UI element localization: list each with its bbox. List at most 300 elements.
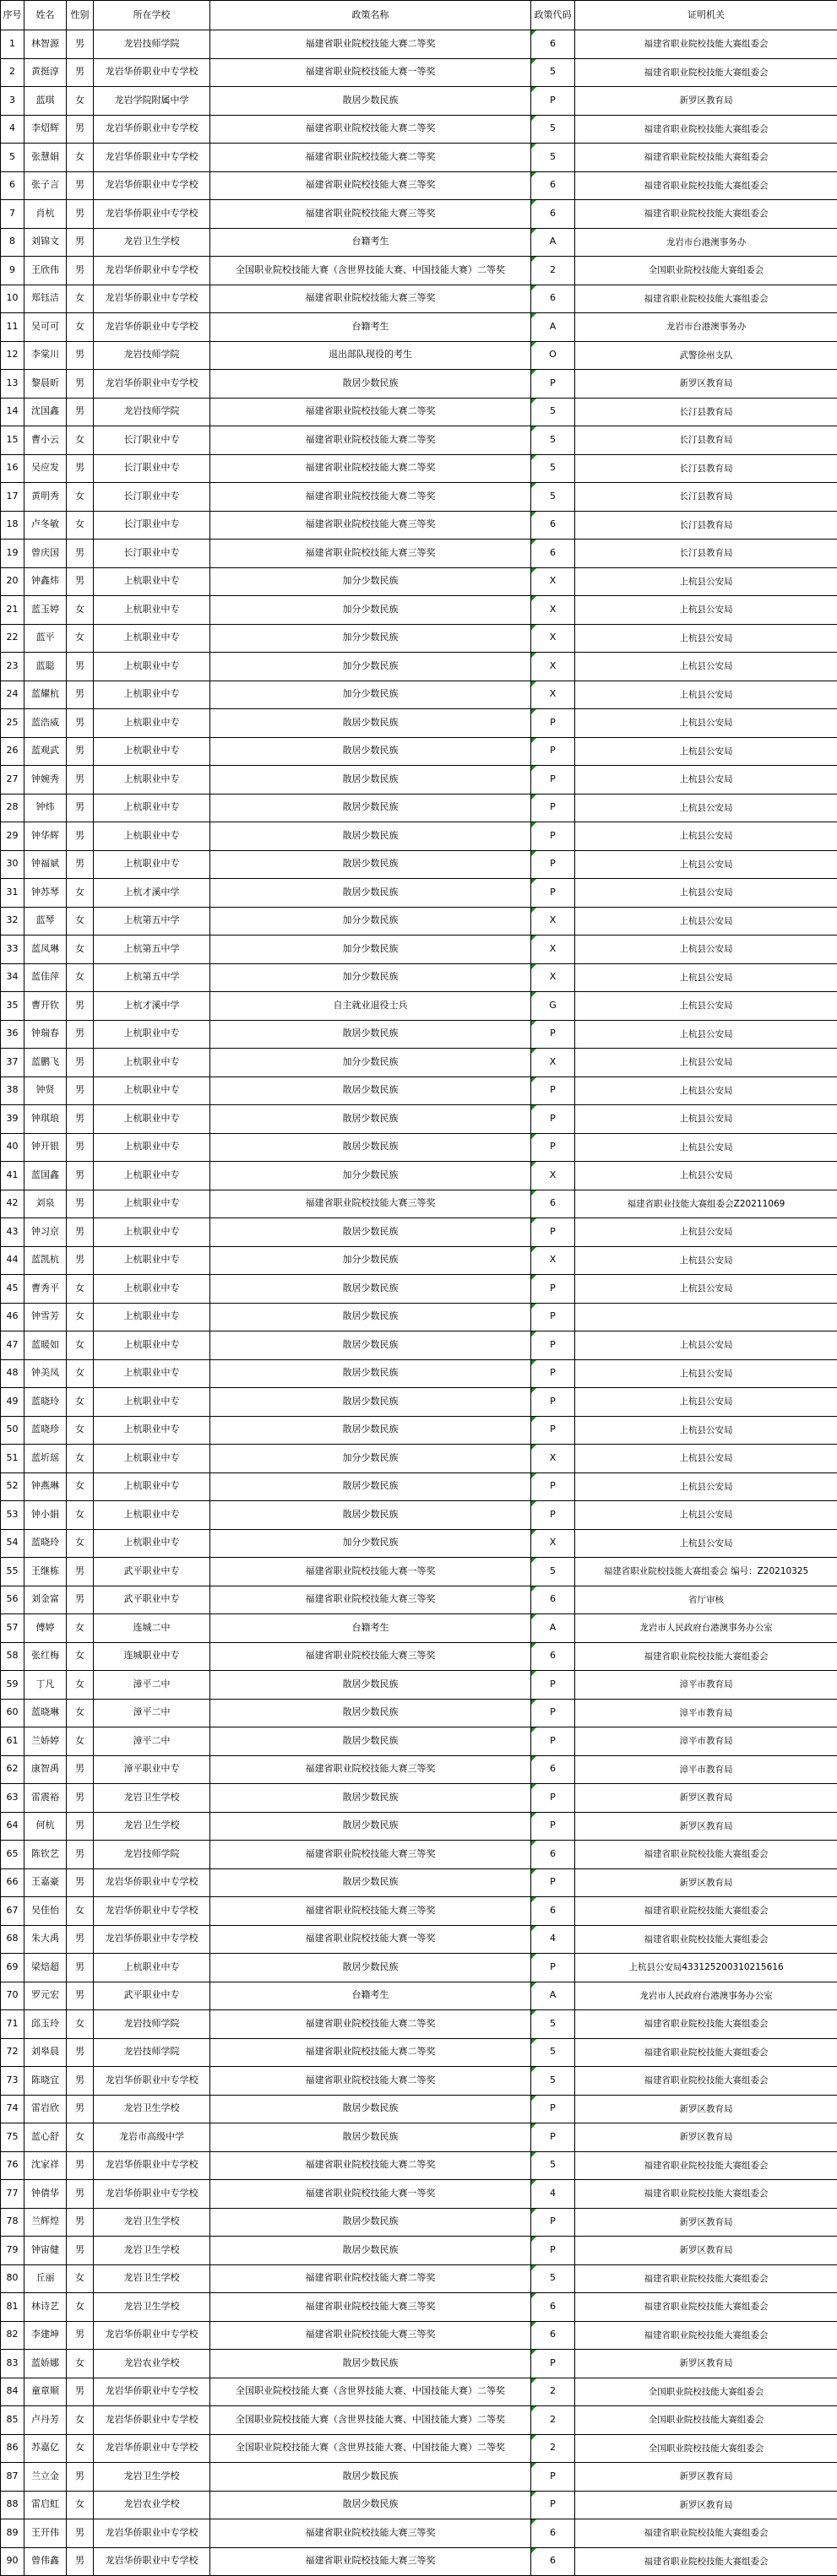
cell-policy-name[interactable]: 加分少数民族 xyxy=(210,907,531,935)
cell-school[interactable]: 龙岩农业学校 xyxy=(94,2491,210,2519)
cell-policy-code[interactable] xyxy=(531,1841,575,1869)
cell-index[interactable]: 71 xyxy=(1,2010,24,2039)
table-row[interactable] xyxy=(1,2293,837,2322)
cell-certifier[interactable]: 上杭县公安局 xyxy=(575,822,837,851)
cell-policy-code[interactable] xyxy=(531,1614,575,1643)
cell-name[interactable]: 黎晨昕 xyxy=(24,370,67,399)
cell-gender[interactable]: 男 xyxy=(67,766,94,794)
cell-certifier[interactable]: 上杭县公安局 xyxy=(575,1049,837,1077)
cell-name[interactable]: 蓝鹏飞 xyxy=(24,1049,67,1077)
cell-index[interactable]: 35 xyxy=(1,992,24,1021)
cell-name[interactable]: 刘皋晨 xyxy=(24,2038,67,2067)
cell-policy-name[interactable]: 全国职业院校技能大赛（含世界技能大赛、中国技能大赛）二等奖 xyxy=(210,2378,531,2406)
cell-name[interactable]: 李炤辉 xyxy=(24,115,67,144)
cell-certifier[interactable]: 新罗区教育局 xyxy=(575,1812,837,1841)
cell-policy-name[interactable]: 散居少数民族 xyxy=(210,1868,531,1897)
cell-school[interactable]: 龙岩华侨职业中专学校 xyxy=(94,2067,210,2096)
cell-gender[interactable]: 男 xyxy=(67,1558,94,1586)
cell-gender[interactable]: 男 xyxy=(67,2151,94,2180)
cell-name[interactable]: 钟贤 xyxy=(24,1076,67,1105)
cell-certifier[interactable]: 上杭县公安局 xyxy=(575,766,837,794)
cell-certifier[interactable]: 全国职业院校技能大赛组委会 xyxy=(575,2434,837,2463)
cell-school[interactable]: 龙岩华侨职业中专学校 xyxy=(94,2151,210,2180)
cell-gender[interactable]: 男 xyxy=(67,2519,94,2548)
cell-gender[interactable]: 男 xyxy=(67,454,94,483)
cell-index[interactable]: 76 xyxy=(1,2151,24,2180)
cell-policy-name[interactable]: 加分少数民族 xyxy=(210,653,531,681)
cell-policy-code[interactable] xyxy=(531,2547,575,2576)
cell-policy-name[interactable]: 台籍考生 xyxy=(210,1614,531,1643)
cell-school[interactable]: 龙岩市高级中学 xyxy=(94,2123,210,2152)
table-row[interactable] xyxy=(1,115,837,144)
table-row[interactable] xyxy=(1,596,837,625)
cell-policy-name[interactable]: 散居少数民族 xyxy=(210,1133,531,1162)
cell-name[interactable]: 康智禹 xyxy=(24,1755,67,1784)
cell-gender[interactable]: 男 xyxy=(67,567,94,596)
cell-index[interactable]: 12 xyxy=(1,341,24,370)
cell-policy-name[interactable]: 散居少数民族 xyxy=(210,1331,531,1360)
cell-index[interactable]: 3 xyxy=(1,87,24,116)
table-row[interactable] xyxy=(1,2519,837,2548)
cell-index[interactable]: 8 xyxy=(1,228,24,257)
cell-gender[interactable]: 男 xyxy=(67,1868,94,1897)
cell-policy-name[interactable]: 福建省职业院校技能大赛三等奖 xyxy=(210,1642,531,1671)
cell-certifier[interactable]: 福建省职业技能大赛组委会Z20211069 xyxy=(575,1190,837,1218)
cell-school[interactable]: 上杭职业中专 xyxy=(94,1275,210,1304)
cell-school[interactable]: 龙岩华侨职业中专学校 xyxy=(94,58,210,87)
cell-certifier[interactable]: 上杭县公安局 xyxy=(575,567,837,596)
cell-school[interactable]: 上杭职业中专 xyxy=(94,1416,210,1445)
cell-index[interactable]: 19 xyxy=(1,540,24,568)
cell-policy-code[interactable] xyxy=(531,1954,575,1982)
cell-school[interactable]: 龙岩华侨职业中专学校 xyxy=(94,2180,210,2209)
cell-gender[interactable]: 男 xyxy=(67,341,94,370)
cell-policy-name[interactable]: 福建省职业院校技能大赛二等奖 xyxy=(210,144,531,172)
cell-certifier[interactable]: 新罗区教育局 xyxy=(575,87,837,116)
cell-gender[interactable]: 男 xyxy=(67,1784,94,1813)
cell-school[interactable]: 上杭职业中专 xyxy=(94,794,210,822)
cell-index[interactable]: 53 xyxy=(1,1501,24,1530)
cell-gender[interactable]: 男 xyxy=(67,2463,94,2492)
table-row[interactable] xyxy=(1,709,837,738)
cell-policy-name[interactable]: 散居少数民族 xyxy=(210,737,531,766)
cell-policy-name[interactable]: 散居少数民族 xyxy=(210,2208,531,2237)
cell-school[interactable]: 上杭才溪中学 xyxy=(94,879,210,908)
cell-name[interactable]: 蓝佳萍 xyxy=(24,963,67,992)
table-row[interactable] xyxy=(1,2237,837,2265)
cell-certifier[interactable]: 新罗区教育局 xyxy=(575,2463,837,2492)
cell-name[interactable]: 王继栋 xyxy=(24,1558,67,1586)
cell-certifier[interactable]: 长汀县教育局 xyxy=(575,398,837,426)
cell-policy-code[interactable] xyxy=(531,58,575,87)
table-row[interactable] xyxy=(1,850,837,879)
cell-gender[interactable]: 女 xyxy=(67,1501,94,1530)
cell-policy-name[interactable]: 福建省职业院校技能大赛二等奖 xyxy=(210,115,531,144)
cell-policy-code[interactable] xyxy=(531,285,575,313)
cell-school[interactable]: 龙岩华侨职业中专学校 xyxy=(94,257,210,285)
cell-policy-code[interactable] xyxy=(531,1501,575,1530)
cell-name[interactable]: 蓝晓珍 xyxy=(24,1416,67,1445)
table-row[interactable] xyxy=(1,341,837,370)
cell-gender[interactable]: 女 xyxy=(67,2264,94,2293)
table-row[interactable] xyxy=(1,200,837,229)
cell-policy-name[interactable]: 加分少数民族 xyxy=(210,1162,531,1190)
cell-name[interactable]: 雷岩欣 xyxy=(24,2095,67,2123)
cell-policy-code[interactable] xyxy=(531,1445,575,1473)
cell-index[interactable]: 37 xyxy=(1,1049,24,1077)
cell-school[interactable]: 漳平二中 xyxy=(94,1699,210,1727)
cell-school[interactable]: 上杭职业中专 xyxy=(94,1218,210,1247)
cell-name[interactable]: 蓝暖如 xyxy=(24,1331,67,1360)
cell-policy-name[interactable]: 散居少数民族 xyxy=(210,1416,531,1445)
cell-certifier[interactable]: 上杭县公安局 xyxy=(575,653,837,681)
cell-policy-code[interactable] xyxy=(531,1897,575,1926)
cell-policy-name[interactable]: 福建省职业院校技能大赛二等奖 xyxy=(210,2010,531,2039)
cell-certifier[interactable]: 福建省职业院校技能大赛组委会 xyxy=(575,2293,837,2322)
cell-policy-name[interactable]: 退出部队现役的考生 xyxy=(210,341,531,370)
table-row[interactable] xyxy=(1,935,837,964)
cell-policy-code[interactable] xyxy=(531,2350,575,2378)
cell-name[interactable]: 何杭 xyxy=(24,1812,67,1841)
cell-index[interactable]: 66 xyxy=(1,1868,24,1897)
table-row[interactable] xyxy=(1,1642,837,1671)
cell-name[interactable]: 钟开银 xyxy=(24,1133,67,1162)
cell-school[interactable]: 龙岩卫生学校 xyxy=(94,228,210,257)
cell-index[interactable]: 11 xyxy=(1,313,24,342)
cell-school[interactable]: 上杭职业中专 xyxy=(94,737,210,766)
cell-certifier[interactable]: 新罗区教育局 xyxy=(575,2350,837,2378)
cell-name[interactable]: 蓝娇娜 xyxy=(24,2350,67,2378)
cell-gender[interactable]: 女 xyxy=(67,2406,94,2435)
cell-policy-code[interactable] xyxy=(531,653,575,681)
cell-name[interactable]: 钟福斌 xyxy=(24,850,67,879)
cell-policy-code[interactable] xyxy=(531,2378,575,2406)
cell-gender[interactable]: 女 xyxy=(67,285,94,313)
cell-certifier[interactable]: 上杭县公安局 xyxy=(575,963,837,992)
cell-policy-code[interactable] xyxy=(531,2434,575,2463)
cell-policy-name[interactable]: 福建省职业院校技能大赛二等奖 xyxy=(210,2038,531,2067)
cell-name[interactable]: 蓝晓玲 xyxy=(24,1529,67,1558)
cell-name[interactable]: 蓝平 xyxy=(24,624,67,653)
table-row[interactable] xyxy=(1,87,837,116)
cell-gender[interactable]: 女 xyxy=(67,1727,94,1756)
cell-school[interactable]: 龙岩学院附属中学 xyxy=(94,87,210,116)
cell-gender[interactable]: 女 xyxy=(67,1359,94,1388)
cell-index[interactable]: 85 xyxy=(1,2406,24,2435)
cell-name[interactable]: 兰娇婷 xyxy=(24,1727,67,1756)
cell-policy-name[interactable]: 散居少数民族 xyxy=(210,1388,531,1417)
cell-school[interactable]: 连城职业中专 xyxy=(94,1642,210,1671)
cell-index[interactable]: 29 xyxy=(1,822,24,851)
table-row[interactable] xyxy=(1,1472,837,1501)
cell-index[interactable]: 84 xyxy=(1,2378,24,2406)
cell-name[interactable]: 罗元宏 xyxy=(24,1982,67,2010)
table-row[interactable] xyxy=(1,58,837,87)
cell-gender[interactable]: 男 xyxy=(67,737,94,766)
table-row[interactable] xyxy=(1,737,837,766)
cell-school[interactable]: 上杭职业中专 xyxy=(94,1246,210,1275)
table-row[interactable] xyxy=(1,1416,837,1445)
cell-certifier[interactable]: 长汀县教育局 xyxy=(575,511,837,540)
cell-school[interactable]: 长汀职业中专 xyxy=(94,540,210,568)
cell-index[interactable]: 68 xyxy=(1,1925,24,1954)
cell-name[interactable]: 郑钰洁 xyxy=(24,285,67,313)
cell-gender[interactable]: 女 xyxy=(67,87,94,116)
table-row[interactable] xyxy=(1,2208,837,2237)
table-row[interactable] xyxy=(1,624,837,653)
cell-school[interactable]: 上杭职业中专 xyxy=(94,1162,210,1190)
cell-name[interactable]: 卢丹芳 xyxy=(24,2406,67,2435)
table-row[interactable] xyxy=(1,483,837,512)
cell-name[interactable]: 蓝浩威 xyxy=(24,709,67,738)
cell-gender[interactable]: 女 xyxy=(67,1472,94,1501)
cell-school[interactable]: 上杭职业中专 xyxy=(94,653,210,681)
cell-certifier[interactable]: 省厅审核 xyxy=(575,1586,837,1614)
cell-name[interactable]: 雷启虹 xyxy=(24,2491,67,2519)
table-row[interactable] xyxy=(1,285,837,313)
cell-policy-code[interactable] xyxy=(531,2406,575,2435)
cell-gender[interactable]: 男 xyxy=(67,2038,94,2067)
table-row[interactable] xyxy=(1,2491,837,2519)
table-row[interactable] xyxy=(1,2180,837,2209)
cell-policy-code[interactable] xyxy=(531,144,575,172)
cell-gender[interactable]: 男 xyxy=(67,1246,94,1275)
cell-name[interactable]: 钟炜 xyxy=(24,794,67,822)
cell-policy-code[interactable] xyxy=(531,1699,575,1727)
cell-policy-name[interactable]: 加分少数民族 xyxy=(210,624,531,653)
cell-school[interactable]: 龙岩华侨职业中专学校 xyxy=(94,2406,210,2435)
cell-policy-name[interactable]: 散居少数民族 xyxy=(210,1671,531,1700)
cell-index[interactable]: 21 xyxy=(1,596,24,625)
cell-policy-code[interactable] xyxy=(531,2038,575,2067)
cell-index[interactable]: 50 xyxy=(1,1416,24,1445)
cell-name[interactable]: 蓝心舒 xyxy=(24,2123,67,2152)
table-row[interactable] xyxy=(1,1755,837,1784)
table-row[interactable] xyxy=(1,1162,837,1190)
cell-policy-code[interactable] xyxy=(531,2067,575,2096)
cell-name[interactable]: 刘金富 xyxy=(24,1586,67,1614)
cell-index[interactable]: 40 xyxy=(1,1133,24,1162)
cell-index[interactable]: 17 xyxy=(1,483,24,512)
cell-policy-code[interactable] xyxy=(531,1784,575,1813)
cell-name[interactable]: 钟小娟 xyxy=(24,1501,67,1530)
cell-index[interactable]: 15 xyxy=(1,426,24,455)
cell-name[interactable]: 钟琪琅 xyxy=(24,1105,67,1134)
cell-certifier[interactable]: 上杭县公安局 xyxy=(575,850,837,879)
cell-policy-code[interactable] xyxy=(531,1472,575,1501)
cell-index[interactable]: 88 xyxy=(1,2491,24,2519)
cell-gender[interactable]: 男 xyxy=(67,228,94,257)
table-row[interactable] xyxy=(1,30,837,59)
cell-policy-code[interactable] xyxy=(531,398,575,426)
cell-certifier[interactable]: 上杭县公安局 xyxy=(575,1472,837,1501)
cell-certifier[interactable]: 福建省职业院校技能大赛组委会 xyxy=(575,2151,837,2180)
table-row[interactable] xyxy=(1,2067,837,2096)
cell-gender[interactable]: 女 xyxy=(67,2293,94,2322)
cell-name[interactable]: 王嘉豪 xyxy=(24,1868,67,1897)
cell-policy-code[interactable] xyxy=(531,511,575,540)
cell-certifier[interactable]: 龙岩市台港澳事务办 xyxy=(575,228,837,257)
cell-policy-code[interactable] xyxy=(531,1671,575,1700)
table-row[interactable] xyxy=(1,2264,837,2293)
cell-policy-name[interactable]: 福建省职业院校技能大赛三等奖 xyxy=(210,1190,531,1218)
cell-policy-code[interactable] xyxy=(531,1812,575,1841)
cell-certifier[interactable]: 龙岩市台港澳事务办 xyxy=(575,313,837,342)
cell-school[interactable]: 长汀职业中专 xyxy=(94,426,210,455)
cell-school[interactable]: 漳平职业中专 xyxy=(94,1755,210,1784)
cell-certifier[interactable]: 长汀县教育局 xyxy=(575,540,837,568)
cell-policy-name[interactable]: 福建省职业院校技能大赛一等奖 xyxy=(210,1925,531,1954)
cell-policy-code[interactable] xyxy=(531,766,575,794)
table-row[interactable] xyxy=(1,2321,837,2350)
cell-policy-name[interactable]: 散居少数民族 xyxy=(210,1727,531,1756)
cell-gender[interactable]: 男 xyxy=(67,115,94,144)
cell-index[interactable]: 22 xyxy=(1,624,24,653)
cell-school[interactable]: 龙岩华侨职业中专学校 xyxy=(94,1868,210,1897)
cell-policy-name[interactable]: 加分少数民族 xyxy=(210,1246,531,1275)
cell-school[interactable]: 龙岩华侨职业中专学校 xyxy=(94,115,210,144)
cell-school[interactable]: 龙岩华侨职业中专学校 xyxy=(94,144,210,172)
cell-gender[interactable]: 女 xyxy=(67,1529,94,1558)
cell-certifier[interactable]: 上杭县公安局 xyxy=(575,935,837,964)
cell-gender[interactable]: 男 xyxy=(67,1020,94,1049)
cell-school[interactable]: 龙岩技师学院 xyxy=(94,30,210,59)
cell-policy-code[interactable] xyxy=(531,794,575,822)
table-row[interactable] xyxy=(1,1218,837,1247)
cell-school[interactable]: 上杭职业中专 xyxy=(94,1501,210,1530)
cell-policy-code[interactable] xyxy=(531,850,575,879)
cell-index[interactable]: 42 xyxy=(1,1190,24,1218)
cell-policy-name[interactable]: 台籍考生 xyxy=(210,313,531,342)
cell-name[interactable]: 沈国鑫 xyxy=(24,398,67,426)
table-row[interactable] xyxy=(1,1954,837,1982)
cell-gender[interactable]: 男 xyxy=(67,30,94,59)
cell-gender[interactable]: 男 xyxy=(67,822,94,851)
cell-certifier[interactable]: 上杭县公安局 xyxy=(575,1445,837,1473)
cell-certifier[interactable]: 武警徐州支队 xyxy=(575,341,837,370)
cell-policy-code[interactable] xyxy=(531,596,575,625)
cell-index[interactable]: 46 xyxy=(1,1303,24,1331)
cell-gender[interactable]: 女 xyxy=(67,1699,94,1727)
cell-gender[interactable]: 男 xyxy=(67,1954,94,1982)
cell-gender[interactable]: 男 xyxy=(67,370,94,399)
cell-index[interactable]: 69 xyxy=(1,1954,24,1982)
table-row[interactable] xyxy=(1,2151,837,2180)
cell-name[interactable]: 蓝国鑫 xyxy=(24,1162,67,1190)
cell-index[interactable]: 32 xyxy=(1,907,24,935)
cell-policy-name[interactable]: 散居少数民族 xyxy=(210,709,531,738)
cell-gender[interactable]: 男 xyxy=(67,58,94,87)
table-row[interactable] xyxy=(1,1501,837,1530)
cell-index[interactable]: 39 xyxy=(1,1105,24,1134)
cell-certifier[interactable]: 龙岩市人民政府台港澳事务办公室 xyxy=(575,1982,837,2010)
cell-school[interactable]: 武平职业中专 xyxy=(94,1558,210,1586)
cell-policy-code[interactable] xyxy=(531,1275,575,1304)
cell-gender[interactable]: 女 xyxy=(67,1303,94,1331)
cell-gender[interactable]: 女 xyxy=(67,1671,94,1700)
cell-policy-name[interactable]: 散居少数民族 xyxy=(210,1359,531,1388)
cell-certifier[interactable]: 漳平市教育局 xyxy=(575,1755,837,1784)
table-row[interactable] xyxy=(1,454,837,483)
table-row[interactable] xyxy=(1,567,837,596)
cell-policy-code[interactable] xyxy=(531,1529,575,1558)
cell-school[interactable]: 上杭职业中专 xyxy=(94,596,210,625)
cell-school[interactable]: 连城二中 xyxy=(94,1614,210,1643)
cell-name[interactable]: 吴可可 xyxy=(24,313,67,342)
cell-gender[interactable]: 男 xyxy=(67,2067,94,2096)
cell-index[interactable]: 5 xyxy=(1,144,24,172)
cell-policy-code[interactable] xyxy=(531,879,575,908)
cell-index[interactable]: 16 xyxy=(1,454,24,483)
cell-index[interactable]: 59 xyxy=(1,1671,24,1700)
cell-index[interactable]: 30 xyxy=(1,850,24,879)
cell-policy-code[interactable] xyxy=(531,2237,575,2265)
cell-policy-name[interactable]: 散居少数民族 xyxy=(210,850,531,879)
cell-name[interactable]: 蓝玉婷 xyxy=(24,596,67,625)
cell-policy-name[interactable]: 散居少数民族 xyxy=(210,2491,531,2519)
cell-name[interactable]: 曹秀平 xyxy=(24,1275,67,1304)
cell-policy-name[interactable]: 加分少数民族 xyxy=(210,681,531,709)
cell-index[interactable]: 58 xyxy=(1,1642,24,1671)
table-row[interactable] xyxy=(1,907,837,935)
cell-policy-code[interactable] xyxy=(531,171,575,200)
cell-certifier[interactable]: 新罗区教育局 xyxy=(575,2208,837,2237)
cell-index[interactable]: 67 xyxy=(1,1897,24,1926)
cell-school[interactable]: 龙岩技师学院 xyxy=(94,398,210,426)
cell-policy-code[interactable] xyxy=(531,2491,575,2519)
cell-policy-name[interactable]: 加分少数民族 xyxy=(210,596,531,625)
cell-school[interactable]: 龙岩卫生学校 xyxy=(94,2293,210,2322)
cell-index[interactable]: 31 xyxy=(1,879,24,908)
cell-gender[interactable]: 女 xyxy=(67,1614,94,1643)
cell-name[interactable]: 雷震裕 xyxy=(24,1784,67,1813)
table-row[interactable] xyxy=(1,794,837,822)
cell-name[interactable]: 傅婷 xyxy=(24,1614,67,1643)
table-row[interactable] xyxy=(1,822,837,851)
cell-gender[interactable]: 男 xyxy=(67,1076,94,1105)
cell-index[interactable]: 86 xyxy=(1,2434,24,2463)
cell-certifier[interactable]: 新罗区教育局 xyxy=(575,1784,837,1813)
cell-name[interactable]: 黄挺淳 xyxy=(24,58,67,87)
cell-school[interactable]: 长汀职业中专 xyxy=(94,483,210,512)
cell-name[interactable]: 童章顺 xyxy=(24,2378,67,2406)
table-row[interactable] xyxy=(1,1275,837,1304)
cell-policy-code[interactable] xyxy=(531,1331,575,1360)
cell-school[interactable]: 上杭职业中专 xyxy=(94,1076,210,1105)
cell-policy-code[interactable] xyxy=(531,115,575,144)
cell-policy-name[interactable]: 散居少数民族 xyxy=(210,2350,531,2378)
table-row[interactable] xyxy=(1,540,837,568)
cell-policy-code[interactable] xyxy=(531,2095,575,2123)
cell-index[interactable]: 81 xyxy=(1,2293,24,2322)
table-row[interactable] xyxy=(1,1868,837,1897)
cell-name[interactable]: 王欣伟 xyxy=(24,257,67,285)
cell-index[interactable]: 33 xyxy=(1,935,24,964)
cell-policy-name[interactable]: 散居少数民族 xyxy=(210,1275,531,1304)
cell-policy-code[interactable] xyxy=(531,1416,575,1445)
cell-school[interactable]: 上杭职业中专 xyxy=(94,709,210,738)
cell-school[interactable]: 龙岩卫生学校 xyxy=(94,1784,210,1813)
cell-index[interactable]: 74 xyxy=(1,2095,24,2123)
cell-index[interactable]: 25 xyxy=(1,709,24,738)
cell-gender[interactable]: 女 xyxy=(67,483,94,512)
cell-name[interactable]: 刘泉 xyxy=(24,1190,67,1218)
cell-policy-code[interactable] xyxy=(531,907,575,935)
cell-school[interactable]: 龙岩卫生学校 xyxy=(94,1812,210,1841)
cell-school[interactable]: 龙岩华侨职业中专学校 xyxy=(94,1897,210,1926)
cell-name[interactable]: 李建坤 xyxy=(24,2321,67,2350)
cell-policy-code[interactable] xyxy=(531,1558,575,1586)
